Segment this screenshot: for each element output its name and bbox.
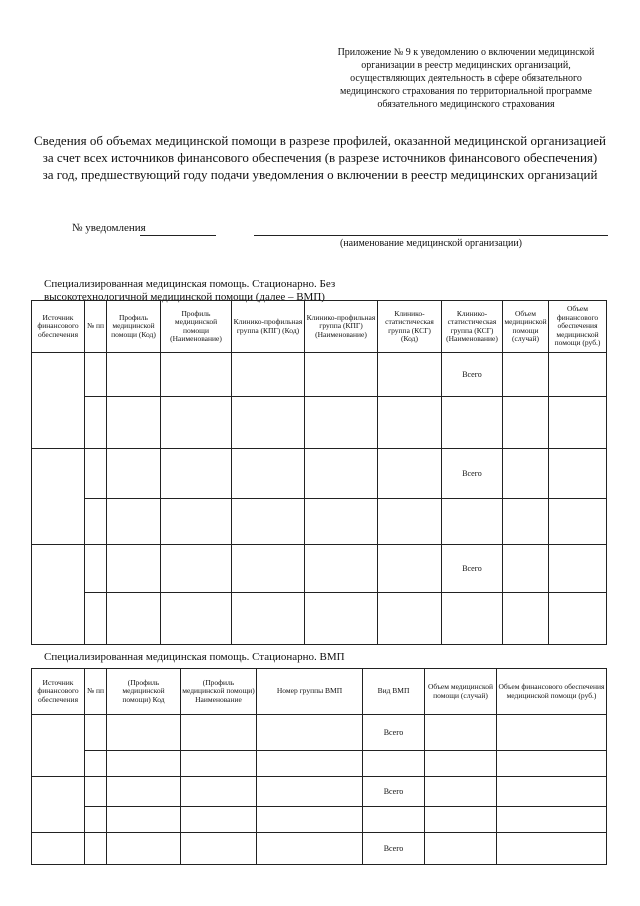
title-line: за год, предшествующий году подачи уведомления о включении в реестр медицинских организаций [42,167,598,182]
column-header: (Профиль медицинской помощи) Код [107,669,181,715]
appendix-line: медицинского страхования по территориальной программе [340,86,592,97]
table-cell[interactable] [107,353,161,397]
table-row [32,449,607,499]
table-cell[interactable] [442,499,503,545]
table-cell[interactable] [425,715,497,751]
total-label: Всего [442,353,503,397]
table-cell[interactable] [232,545,305,593]
table-cell[interactable] [161,353,232,397]
table-cell[interactable] [161,593,232,645]
table-cell[interactable] [425,833,497,865]
column-header: Объем финансового обеспечения медицинской помощи (руб.) [497,669,607,715]
column-header: Клинико-профильная группа (КПГ) (Код) [232,301,305,353]
table-cell[interactable] [85,545,107,593]
table-cell[interactable] [378,397,442,449]
section2-title: Специализированная медицинская помощь. Стационарно. ВМП [44,651,345,663]
organization-name-field[interactable] [254,235,608,236]
table-cell[interactable] [378,545,442,593]
appendix-note [318,46,614,111]
column-header: Клинико-профильная группа (КПГ) (Наименование) [305,301,378,353]
table-cell[interactable] [85,353,107,397]
table-cell[interactable] [181,751,257,777]
table-cell[interactable] [232,397,305,449]
table-cell[interactable] [442,397,503,449]
table-cell[interactable] [305,397,378,449]
total-label: Всего [363,715,425,751]
table-cell[interactable] [503,353,549,397]
appendix-line: Приложение № 9 к уведомлению о включении медицинской [337,47,595,58]
column-header: Клинико-статистическая группа (КСГ) (Наименование) [442,301,503,353]
table-cell[interactable] [497,751,607,777]
document-title [0,132,640,183]
table-cell[interactable] [85,397,107,449]
title-line: за счет всех источников финансового обеспечения (в разрезе источников финансового обеспечения) [42,150,598,165]
table-cell[interactable] [107,499,161,545]
table-cell[interactable] [107,777,181,807]
table-row [32,397,607,449]
table-cell[interactable] [549,593,607,645]
table-cell[interactable] [232,499,305,545]
table-cell[interactable] [305,545,378,593]
table-cell[interactable] [257,715,363,751]
table-cell[interactable] [32,353,85,449]
table-cell[interactable] [181,807,257,833]
table-cell[interactable] [161,449,232,499]
table-cell[interactable] [503,593,549,645]
total-label: Всего [442,545,503,593]
table-cell[interactable] [363,807,425,833]
table-row [32,833,607,865]
table-cell[interactable] [549,499,607,545]
table-cell[interactable] [305,593,378,645]
column-header: № пп [85,301,107,353]
column-header: № пп [85,669,107,715]
table-cell[interactable] [161,545,232,593]
table-specialized-care-without-vmp [31,300,607,645]
table-cell[interactable] [503,397,549,449]
table-cell[interactable] [107,449,161,499]
table-cell[interactable] [549,397,607,449]
appendix-line: обязательного медицинского страхования [377,99,555,110]
table-cell[interactable] [107,807,181,833]
table-cell[interactable] [161,397,232,449]
table-cell[interactable] [85,449,107,499]
table-cell[interactable] [32,715,85,777]
table-cell[interactable] [181,777,257,807]
table-cell[interactable] [497,807,607,833]
table-cell[interactable] [32,545,85,645]
column-header: Клинико-статистическая группа (КСГ) (Код) [378,301,442,353]
column-header: Объем медицинской помощи (случай) [425,669,497,715]
column-header: Вид ВМП [363,669,425,715]
table-cell[interactable] [85,751,107,777]
organization-name-caption: (наименование медицинской организации) [339,238,523,249]
total-label: Всего [363,833,425,865]
table-cell[interactable] [425,807,497,833]
total-label: Всего [442,449,503,499]
table-cell[interactable] [85,833,107,865]
section1-title-line: Специализированная медицинская помощь. Стационарно. Без [44,278,336,290]
table-cell[interactable] [232,353,305,397]
table-cell[interactable] [425,751,497,777]
table-cell[interactable] [378,593,442,645]
table-cell[interactable] [32,449,85,545]
table-cell[interactable] [85,807,107,833]
table-cell[interactable] [497,777,607,807]
table-cell[interactable] [85,777,107,807]
table-cell[interactable] [232,449,305,499]
table-cell[interactable] [181,715,257,751]
table-cell[interactable] [181,833,257,865]
table-cell[interactable] [549,545,607,593]
table-cell[interactable] [161,499,232,545]
table-cell[interactable] [378,499,442,545]
table-cell[interactable] [85,499,107,545]
column-header: Источник финансового обеспечения [32,301,85,353]
appendix-line: осуществляющих деятельность в сфере обязательного [350,73,582,84]
table-cell[interactable] [503,545,549,593]
table-row [32,353,607,397]
table-cell[interactable] [305,499,378,545]
table-cell[interactable] [378,449,442,499]
table-cell[interactable] [503,449,549,499]
section1-title-line: высокотехнологичной медицинской помощи (далее – ВМП) [44,291,325,303]
table-row [32,807,607,833]
table-cell[interactable] [378,353,442,397]
table-header-row [32,669,607,715]
table-cell[interactable] [497,833,607,865]
table-cell[interactable] [549,353,607,397]
table-cell[interactable] [257,751,363,777]
table-cell[interactable] [549,449,607,499]
table-cell[interactable] [442,593,503,645]
table-cell[interactable] [425,777,497,807]
table-row [32,499,607,545]
table-row [32,593,607,645]
table-cell[interactable] [32,777,85,833]
table-cell[interactable] [107,715,181,751]
table-cell[interactable] [32,833,85,865]
table-cell[interactable] [305,353,378,397]
table-cell[interactable] [85,593,107,645]
table-cell[interactable] [232,593,305,645]
column-header: Номер группы ВМП [257,669,363,715]
table-cell[interactable] [107,397,161,449]
table-cell[interactable] [257,833,363,865]
table-specialized-care-vmp [31,668,607,865]
table-row [32,751,607,777]
column-header: Объем финансового обеспечения медицинской помощи (руб.) [549,301,607,353]
notice-number-label: № уведомления [72,222,146,234]
table-cell[interactable] [363,751,425,777]
column-header: Профиль медицинской помощи (Код) [107,301,161,353]
table-cell[interactable] [85,715,107,751]
table-cell[interactable] [107,545,161,593]
column-header: Источник финансового обеспечения [32,669,85,715]
table-cell[interactable] [257,807,363,833]
table-cell[interactable] [497,715,607,751]
appendix-line: организации в реестр медицинских организаций, [361,60,571,71]
table-row [32,545,607,593]
table-row [32,715,607,751]
table-header-row [32,301,607,353]
notice-number-field[interactable] [140,235,216,236]
column-header: Профиль медицинской помощи (Наименование) [161,301,232,353]
table-cell[interactable] [107,751,181,777]
title-line: Сведения об объемах медицинской помощи в разрезе профилей, оказанной медицинской организацией [33,133,607,148]
table-cell[interactable] [107,593,161,645]
column-header: (Профиль медицинской помощи) Наименование [181,669,257,715]
total-label: Всего [363,777,425,807]
table-cell[interactable] [305,449,378,499]
column-header: Объем медицинской помощи (случай) [503,301,549,353]
table-cell[interactable] [503,499,549,545]
table-cell[interactable] [107,833,181,865]
table-row [32,777,607,807]
table-cell[interactable] [257,777,363,807]
